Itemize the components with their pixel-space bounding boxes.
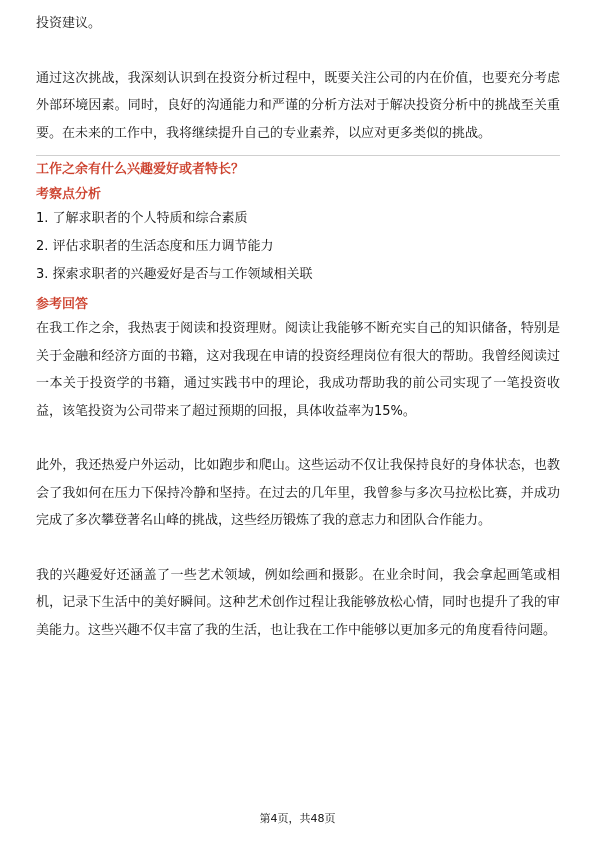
paragraph-gap bbox=[36, 38, 560, 65]
paragraph-gap bbox=[36, 425, 560, 452]
analysis-item: 2. 评估求职者的生活态度和压力调节能力 bbox=[36, 239, 274, 254]
section-divider bbox=[36, 155, 560, 156]
intro-tail-text: 投资建议。 bbox=[36, 16, 102, 31]
paragraph-gap bbox=[36, 535, 560, 562]
reflection-paragraph: 通过这次挑战，我深刻认识到在投资分析过程中，既要关注公司的内在价值，也要充分考虑外部环境因素。同时，良好的沟通能力和严谨的分析方法对于解决投资分析中的挑战至关重要。在未来的工作中，我将继续提升自己的专业素养，以应对更多类似的挑战。 bbox=[36, 70, 560, 141]
page-content bbox=[36, 10, 560, 644]
analysis-item: 1. 了解求职者的个人特质和综合素质 bbox=[36, 211, 248, 226]
answer-heading: 参考回答 bbox=[36, 297, 89, 312]
analysis-heading: 考察点分析 bbox=[36, 187, 102, 202]
answer-paragraph: 在我工作之余，我热衷于阅读和投资理财。阅读让我能够不断充实自己的知识储备，特别是关于金融和经济方面的书籍，这对我现在申请的投资经理岗位有很大的帮助。我曾经阅读过一本关于投资学的书籍，通过实践书中的理论，我成功帮助我的前公司实现了一笔投资收益，该笔投资为公司带来了超过预期的回报，具体收益率为15%。 bbox=[36, 321, 560, 419]
analysis-list bbox=[36, 205, 560, 289]
page-footer: 第4页，共48页 bbox=[259, 812, 336, 825]
analysis-item: 3. 探索求职者的兴趣爱好是否与工作领域相关联 bbox=[36, 267, 313, 282]
answer-paragraph: 此外，我还热爱户外运动，比如跑步和爬山。这些运动不仅让我保持良好的身体状态，也教会了我如何在压力下保持冷静和坚持。在过去的几年里，我曾参与多次马拉松比赛，并成功完成了多次攀登著名山峰的挑战，这些经历锻炼了我的意志力和团队合作能力。 bbox=[36, 458, 560, 528]
question-heading: 工作之余有什么兴趣爱好或者特长？ bbox=[36, 162, 245, 177]
answer-paragraph: 我的兴趣爱好还涵盖了一些艺术领域，例如绘画和摄影。在业余时间，我会拿起画笔或相机，记录下生活中的美好瞬间。这种艺术创作过程让我能够放松心情，同时也提升了我的审美能力。这些兴趣不仅丰富了我的生活，也让我在工作中能够以更加多元的角度看待问题。 bbox=[36, 567, 560, 638]
